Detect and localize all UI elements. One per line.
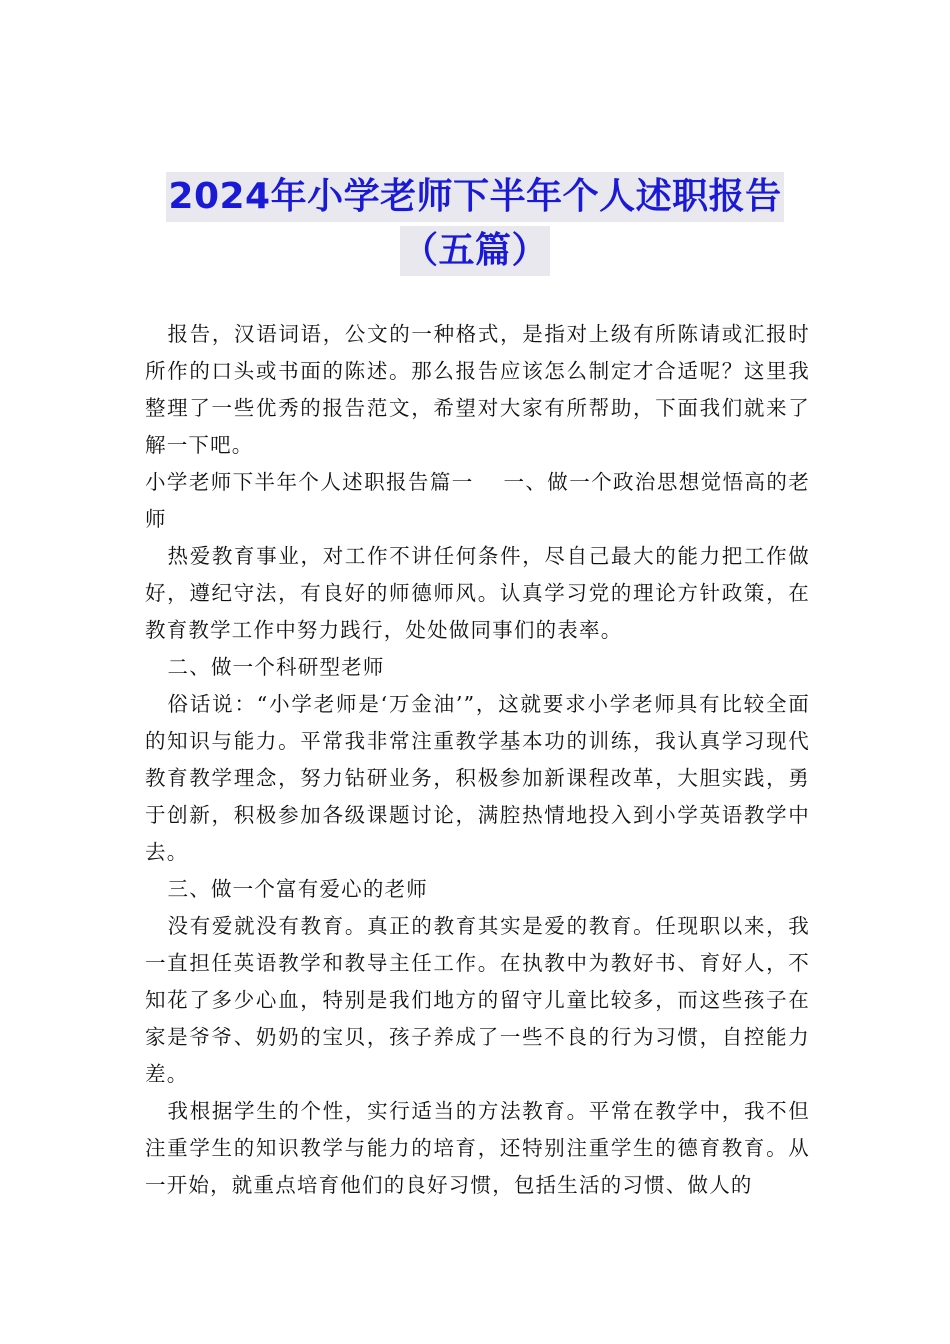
paragraph: 俗话说：“小学老师是‘万金油’”，这就要求小学老师具有比较全面的知识与能力。平常我非常注重教学基本功的训练，我认真学习现代教育教学理念，努力钻研业务，积极参加新课程改革，大胆实践，勇于创新，积极参加各级课题讨论，满腔热情地投入到小学英语教学中去。 <box>145 692 810 864</box>
section-heading: 三、做一个富有爱心的老师 <box>167 877 428 901</box>
section-heading: 二、做一个科研型老师 <box>167 655 385 679</box>
section-heading-part-1: 小学老师下半年个人述职报告篇一 一、做一个政治思想觉悟高的老师 <box>145 470 810 531</box>
document-title <box>0 172 950 280</box>
paragraph: 我根据学生的个性，实行适当的方法教育。平常在教学中，我不但注重学生的知识教学与能力的培育，还特别注重学生的德育教育。从一开始，就重点培育他们的良好习惯，包括生活的习惯、做人的 <box>145 1099 810 1197</box>
document-body <box>145 316 810 1204</box>
paragraph: 没有爱就没有教育。真正的教育其实是爱的教育。任现职以来，我一直担任英语教学和教导主任工作。在执教中为教好书、育好人，不知花了多少心血，特别是我们地方的留守儿童比较多，而这些孩子在家是爷爷、奶奶的宝贝，孩子养成了一些不良的行为习惯，自控能力差。 <box>145 914 810 1086</box>
title-line-1: 2024年小学老师下半年个人述职报告 <box>166 172 783 222</box>
paragraph-intro: 报告，汉语词语，公文的一种格式，是指对上级有所陈请或汇报时所作的口头或书面的陈述。那么报告应该怎么制定才合适呢？这里我整理了一些优秀的报告范文，希望对大家有所帮助，下面我们就来了解一下吧。 <box>145 322 810 457</box>
title-line-2: （五篇） <box>400 226 550 276</box>
paragraph: 热爱教育事业，对工作不讲任何条件，尽自己最大的能力把工作做好，遵纪守法，有良好的师德师风。认真学习党的理论方针政策，在教育教学工作中努力践行，处处做同事们的表率。 <box>145 544 810 642</box>
